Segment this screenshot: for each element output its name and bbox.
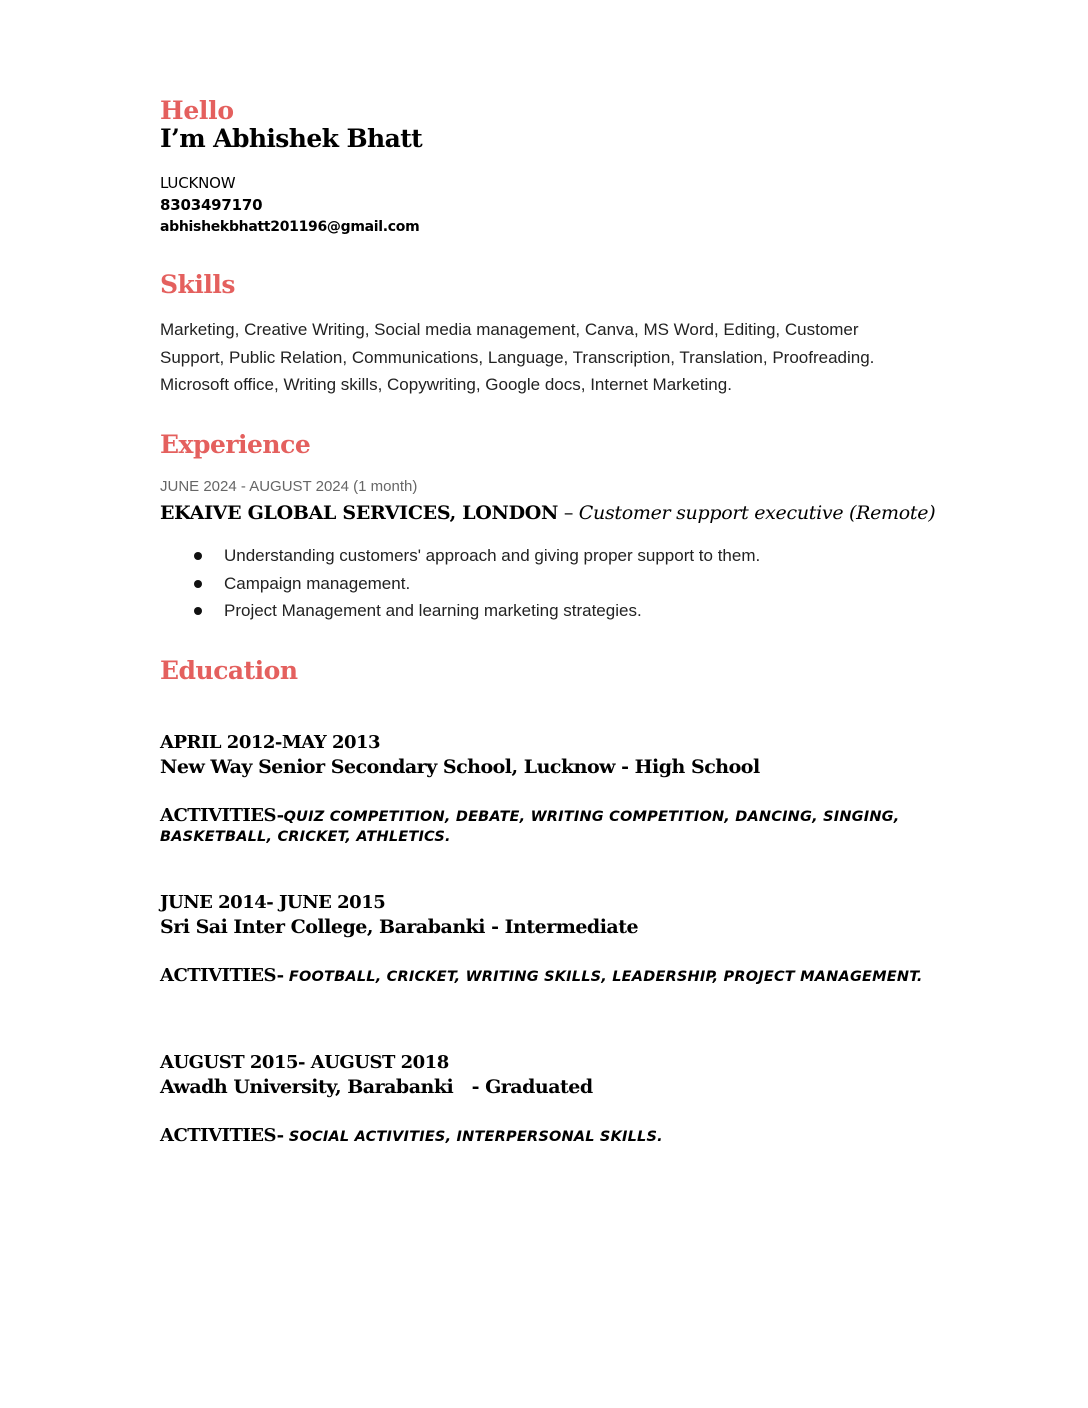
experience-date: JUNE 2024 - AUGUST 2024 (1 month) — [160, 478, 418, 495]
education-activities — [160, 966, 950, 987]
education-heading: Education — [160, 656, 298, 685]
list-item — [192, 570, 760, 598]
education-date: AUGUST 2015- AUGUST 2018 — [160, 1052, 449, 1073]
activities-label: ACTIVITIES- — [160, 805, 284, 826]
skills-text: Marketing, Creative Writing, Social media management, Canva, MS Word, Editing, Customer Support, Public Relation, Communications, Language, Transcription, Translation, Proofreading. Microsoft office, Writing skills, Copywriting, Google docs, Internet Marketing. — [160, 320, 875, 394]
education-school: New Way Senior Secondary School, Lucknow - High School — [160, 756, 760, 778]
education-activities — [160, 806, 950, 847]
education-activities — [160, 1126, 950, 1147]
activities-list: FOOTBALL, CRICKET, WRITING SKILLS, LEADERSHIP, PROJECT MANAGEMENT. — [283, 969, 923, 985]
experience-company: EKAIVE GLOBAL SERVICES, LONDON — [160, 502, 559, 524]
activities-list: QUIZ COMPETITION, DEBATE, WRITING COMPETITION, DANCING, SINGING, BASKETBALL, CRICKET, ATHLETICS. — [160, 809, 900, 845]
bullet-text: Understanding customers' approach and giving proper support to them. — [224, 546, 761, 565]
bullet-text: Project Management and learning marketing strategies. — [224, 601, 642, 620]
bullet-text: Campaign management. — [224, 573, 411, 593]
greeting-heading: Hello — [160, 96, 234, 125]
education-date: APRIL 2012-MAY 2013 — [160, 732, 381, 753]
education-school: Sri Sai Inter College, Barabanki - Intermediate — [160, 916, 639, 938]
contact-phone: 8303497170 — [160, 196, 263, 214]
contact-email: abhishekbhatt201196@gmail.com — [160, 219, 420, 235]
skills-heading: Skills — [160, 270, 235, 299]
experience-heading: Experience — [160, 430, 311, 459]
activities-label: ACTIVITIES- — [160, 965, 284, 986]
experience-separator: – — [558, 502, 579, 524]
experience-bullet-list — [192, 542, 760, 625]
list-item — [192, 597, 760, 625]
activities-list: SOCIAL ACTIVITIES, INTERPERSONAL SKILLS. — [283, 1129, 663, 1145]
education-school: Awadh University, Barabanki - Graduated — [160, 1076, 593, 1098]
candidate-name: I’m Abhishek Bhatt — [160, 124, 423, 153]
bullet-icon — [194, 607, 202, 615]
contact-city: LUCKNOW — [160, 174, 236, 192]
activities-label: ACTIVITIES- — [160, 1125, 284, 1146]
bullet-icon — [194, 580, 202, 588]
experience-role — [160, 502, 935, 524]
bullet-icon — [194, 552, 202, 560]
list-item — [192, 542, 760, 570]
experience-position: Customer support executive (Remote) — [578, 502, 936, 524]
education-date: JUNE 2014- JUNE 2015 — [160, 892, 386, 913]
